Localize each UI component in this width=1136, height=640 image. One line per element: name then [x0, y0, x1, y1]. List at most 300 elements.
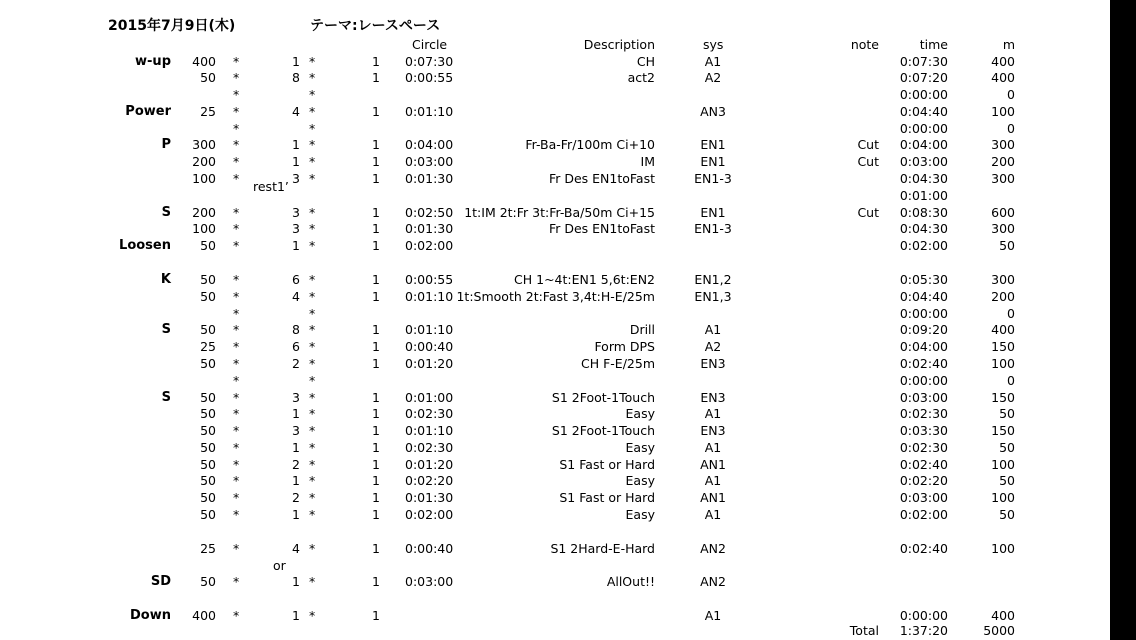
star-b: * — [309, 137, 316, 152]
sys-code: AN1 — [700, 457, 726, 472]
star-a: * — [233, 289, 240, 304]
total-time: 0:04:40 — [899, 289, 948, 304]
star-a: * — [233, 87, 240, 102]
meters: 300 — [991, 272, 1015, 287]
total-time: 0:00:00 — [899, 87, 948, 102]
table-row — [0, 338, 1110, 355]
inline-annotation: or — [273, 558, 286, 573]
sys-code: A1 — [704, 406, 722, 421]
sys-code: EN3 — [700, 423, 726, 438]
description: S1 Fast or Hard — [559, 490, 655, 505]
table-row — [0, 120, 1110, 137]
column-header-time: time — [919, 37, 948, 52]
circle-time: 0:03:00 — [405, 574, 454, 589]
circle-time: 0:02:00 — [405, 507, 454, 522]
circle-time: 0:01:10 — [405, 423, 454, 438]
total-time: 1:37:20 — [899, 623, 948, 638]
table-row — [0, 103, 1110, 120]
star-b: * — [309, 322, 316, 337]
star-a: * — [233, 221, 240, 236]
repeat-count: 1 — [292, 608, 300, 623]
set-count: 1 — [372, 289, 380, 304]
total-time: 0:00:00 — [899, 306, 948, 321]
set-count: 1 — [372, 440, 380, 455]
set-count: 1 — [372, 406, 380, 421]
total-time: 0:00:00 — [899, 608, 948, 623]
table-row — [0, 69, 1110, 86]
repeat-count: 8 — [292, 70, 300, 85]
description: Drill — [629, 322, 655, 337]
row-label: P — [161, 137, 171, 152]
meters: 0 — [1007, 306, 1015, 321]
star-b: * — [309, 490, 316, 505]
meters: 200 — [991, 154, 1015, 169]
star-b: * — [309, 171, 316, 186]
star-b: * — [309, 205, 316, 220]
description: Fr Des EN1toFast — [548, 171, 655, 186]
distance: 100 — [192, 171, 216, 186]
table-row — [0, 472, 1110, 489]
distance: 300 — [192, 137, 216, 152]
note: Cut — [857, 137, 879, 152]
set-count: 1 — [372, 137, 380, 152]
repeat-count: 3 — [292, 221, 300, 236]
distance: 50 — [200, 406, 216, 421]
row-label: Down — [130, 608, 171, 623]
star-b: * — [309, 390, 316, 405]
repeat-count: 4 — [292, 541, 300, 556]
description: AllOut!! — [606, 574, 655, 589]
sys-code: EN3 — [700, 356, 726, 371]
circle-time: 0:07:30 — [405, 54, 454, 69]
description: 1t:IM 2t:Fr 3t:Fr-Ba/50m Ci+15 — [464, 205, 655, 220]
distance: 50 — [200, 272, 216, 287]
description: Easy — [625, 406, 655, 421]
star-b: * — [309, 54, 316, 69]
table-row — [0, 170, 1110, 187]
sys-code: EN1,3 — [694, 289, 732, 304]
set-count: 1 — [372, 541, 380, 556]
description: S1 2Hard-E-Hard — [550, 541, 655, 556]
description: Easy — [625, 507, 655, 522]
circle-time: 0:00:40 — [405, 541, 454, 556]
star-b: * — [309, 574, 316, 589]
star-a: * — [233, 406, 240, 421]
total-time: 0:00:00 — [899, 121, 948, 136]
description: Easy — [625, 473, 655, 488]
star-b: * — [309, 373, 316, 388]
row-label: Loosen — [119, 238, 171, 253]
total-label: Total — [849, 623, 879, 638]
star-b: * — [309, 406, 316, 421]
star-a: * — [233, 373, 240, 388]
circle-time: 0:01:00 — [405, 390, 454, 405]
repeat-count: 1 — [292, 507, 300, 522]
star-b: * — [309, 238, 316, 253]
total-time: 0:04:40 — [899, 104, 948, 119]
repeat-count: 1 — [292, 238, 300, 253]
star-a: * — [233, 272, 240, 287]
set-count: 1 — [372, 171, 380, 186]
repeat-count: 6 — [292, 272, 300, 287]
table-row — [0, 573, 1110, 590]
meters: 50 — [999, 440, 1015, 455]
meters: 150 — [991, 390, 1015, 405]
meters: 0 — [1007, 373, 1015, 388]
total-time: 0:02:20 — [899, 473, 948, 488]
table-row — [0, 557, 1110, 574]
sys-code: AN2 — [700, 541, 726, 556]
note: Cut — [857, 205, 879, 220]
row-label: K — [160, 272, 171, 287]
total-time: 0:07:30 — [899, 54, 948, 69]
circle-time: 0:02:30 — [405, 440, 454, 455]
circle-time: 0:00:55 — [405, 272, 454, 287]
row-label: S — [161, 322, 171, 337]
description: Fr-Ba-Fr/100m Ci+10 — [525, 137, 655, 152]
description: S1 2Foot-1Touch — [551, 423, 655, 438]
star-b: * — [309, 289, 316, 304]
repeat-count: 3 — [292, 205, 300, 220]
table-row — [0, 389, 1110, 406]
repeat-count: 1 — [292, 137, 300, 152]
table-row — [0, 237, 1110, 254]
sys-code: EN1-3 — [694, 171, 732, 186]
meters: 400 — [991, 608, 1015, 623]
star-b: * — [309, 541, 316, 556]
meters: 100 — [991, 356, 1015, 371]
table-row — [0, 489, 1110, 506]
sys-code: EN1 — [700, 137, 726, 152]
repeat-count: 4 — [292, 104, 300, 119]
star-b: * — [309, 306, 316, 321]
repeat-count: 3 — [292, 423, 300, 438]
star-a: * — [233, 356, 240, 371]
star-a: * — [233, 490, 240, 505]
meters: 600 — [991, 205, 1015, 220]
circle-time: 0:02:30 — [405, 406, 454, 421]
distance: 100 — [192, 221, 216, 236]
distance: 400 — [192, 608, 216, 623]
total-time: 0:00:00 — [899, 373, 948, 388]
set-count: 1 — [372, 574, 380, 589]
repeat-count: 1 — [292, 440, 300, 455]
table-row — [0, 179, 1110, 204]
star-a: * — [233, 205, 240, 220]
table-row — [0, 540, 1110, 557]
description: IM — [640, 154, 655, 169]
total-time: 0:02:30 — [899, 440, 948, 455]
set-count: 1 — [372, 322, 380, 337]
set-count: 1 — [372, 238, 380, 253]
total-time: 0:02:30 — [899, 406, 948, 421]
star-a: * — [233, 238, 240, 253]
distance: 50 — [200, 70, 216, 85]
total-time: 0:01:00 — [899, 188, 948, 203]
distance: 200 — [192, 154, 216, 169]
meters: 50 — [999, 507, 1015, 522]
description: 1t:Smooth 2t:Fast 3,4t:H-E/25m — [456, 289, 655, 304]
total-time: 0:02:40 — [899, 541, 948, 556]
total-time: 0:03:00 — [899, 490, 948, 505]
total-time: 0:08:30 — [899, 205, 948, 220]
repeat-count: 1 — [292, 473, 300, 488]
distance: 400 — [192, 54, 216, 69]
sys-code: A1 — [704, 507, 722, 522]
star-a: * — [233, 574, 240, 589]
table-row — [0, 506, 1110, 523]
distance: 50 — [200, 574, 216, 589]
total-time: 0:03:00 — [899, 390, 948, 405]
description: act2 — [627, 70, 655, 85]
total-time: 0:02:00 — [899, 238, 948, 253]
star-b: * — [309, 440, 316, 455]
set-count: 1 — [372, 473, 380, 488]
repeat-count: 3 — [292, 171, 300, 186]
note: Cut — [857, 154, 879, 169]
repeat-count: 4 — [292, 289, 300, 304]
column-header-circle: Circle — [412, 37, 448, 52]
sys-code: EN1 — [700, 205, 726, 220]
description: CH F-E/25m — [581, 356, 655, 371]
total-time: 0:05:30 — [899, 272, 948, 287]
table-row — [0, 422, 1110, 439]
star-b: * — [309, 272, 316, 287]
set-count: 1 — [372, 104, 380, 119]
distance: 50 — [200, 423, 216, 438]
description: Form DPS — [594, 339, 655, 354]
meters: 100 — [991, 490, 1015, 505]
distance: 50 — [200, 322, 216, 337]
circle-time: 0:01:30 — [405, 221, 454, 236]
meters: 0 — [1007, 121, 1015, 136]
description: Easy — [625, 440, 655, 455]
sys-code: EN3 — [700, 390, 726, 405]
circle-time: 0:01:20 — [405, 356, 454, 371]
table-row — [0, 86, 1110, 103]
meters: 100 — [991, 104, 1015, 119]
star-a: * — [233, 154, 240, 169]
row-label: SD — [150, 574, 171, 589]
set-count: 1 — [372, 154, 380, 169]
distance: 50 — [200, 457, 216, 472]
description: Fr Des EN1toFast — [548, 221, 655, 236]
repeat-count: 8 — [292, 322, 300, 337]
table-row — [0, 153, 1110, 170]
meters: 300 — [991, 221, 1015, 236]
circle-time: 0:03:00 — [405, 154, 454, 169]
star-a: * — [233, 171, 240, 186]
set-count: 1 — [372, 339, 380, 354]
star-b: * — [309, 457, 316, 472]
table-row — [0, 405, 1110, 422]
star-b: * — [309, 423, 316, 438]
table-row — [0, 288, 1110, 305]
sys-code: A1 — [704, 608, 722, 623]
set-count: 1 — [372, 490, 380, 505]
description: CH — [636, 54, 655, 69]
star-a: * — [233, 70, 240, 85]
star-b: * — [309, 356, 316, 371]
distance: 50 — [200, 356, 216, 371]
distance: 50 — [200, 440, 216, 455]
sys-code: A1 — [704, 322, 722, 337]
distance: 50 — [200, 473, 216, 488]
repeat-count: 1 — [292, 406, 300, 421]
star-b: * — [309, 608, 316, 623]
meters: 300 — [991, 171, 1015, 186]
table-row — [0, 372, 1110, 389]
table-row — [0, 355, 1110, 372]
distance: 50 — [200, 490, 216, 505]
star-a: * — [233, 608, 240, 623]
star-a: * — [233, 322, 240, 337]
star-a: * — [233, 339, 240, 354]
repeat-count: 6 — [292, 339, 300, 354]
sys-code: EN1,2 — [694, 272, 732, 287]
repeat-count: 1 — [292, 54, 300, 69]
star-a: * — [233, 54, 240, 69]
table-row — [0, 305, 1110, 322]
distance: 25 — [200, 339, 216, 354]
row-label: w-up — [135, 54, 171, 69]
star-b: * — [309, 121, 316, 136]
distance: 200 — [192, 205, 216, 220]
table-row — [0, 439, 1110, 456]
star-a: * — [233, 440, 240, 455]
total-time: 0:02:40 — [899, 356, 948, 371]
total-time: 0:04:00 — [899, 137, 948, 152]
row-label: S — [161, 390, 171, 405]
total-time: 0:04:30 — [899, 221, 948, 236]
set-count: 1 — [372, 423, 380, 438]
star-a: * — [233, 507, 240, 522]
column-header-m: m — [1002, 37, 1015, 52]
star-b: * — [309, 104, 316, 119]
circle-time: 0:01:30 — [405, 490, 454, 505]
total-time: 0:04:30 — [899, 171, 948, 186]
repeat-count: 1 — [292, 574, 300, 589]
circle-time: 0:01:10 — [405, 289, 454, 304]
total-time: 0:02:00 — [899, 507, 948, 522]
star-a: * — [233, 137, 240, 152]
description: S1 Fast or Hard — [559, 457, 655, 472]
table-row — [0, 456, 1110, 473]
description: S1 2Foot-1Touch — [551, 390, 655, 405]
star-b: * — [309, 473, 316, 488]
circle-time: 0:00:40 — [405, 339, 454, 354]
meters: 150 — [991, 423, 1015, 438]
set-count: 1 — [372, 507, 380, 522]
circle-time: 0:02:50 — [405, 205, 454, 220]
circle-time: 0:01:30 — [405, 171, 454, 186]
distance: 50 — [200, 289, 216, 304]
circle-time: 0:01:20 — [405, 457, 454, 472]
description: CH 1~4t:EN1 5,6t:EN2 — [514, 272, 655, 287]
star-a: * — [233, 457, 240, 472]
sys-code: A2 — [704, 339, 722, 354]
theme-heading: テーマ:レースペース — [310, 18, 441, 34]
star-a: * — [233, 306, 240, 321]
star-a: * — [233, 541, 240, 556]
table-row — [0, 204, 1110, 221]
repeat-count: 3 — [292, 390, 300, 405]
table-row — [0, 271, 1110, 288]
circle-time: 0:02:00 — [405, 238, 454, 253]
sys-code: A1 — [704, 440, 722, 455]
circle-time: 0:01:10 — [405, 104, 454, 119]
meters: 100 — [991, 457, 1015, 472]
star-b: * — [309, 221, 316, 236]
table-row — [0, 321, 1110, 338]
table-row — [0, 53, 1110, 70]
set-count: 1 — [372, 70, 380, 85]
set-count: 1 — [372, 457, 380, 472]
sys-code: EN1-3 — [694, 221, 732, 236]
meters: 200 — [991, 289, 1015, 304]
table-row — [0, 220, 1110, 237]
set-count: 1 — [372, 356, 380, 371]
inline-annotation: rest1’ — [253, 179, 289, 194]
distance: 50 — [200, 238, 216, 253]
sys-code: A1 — [704, 54, 722, 69]
repeat-count: 2 — [292, 457, 300, 472]
star-b: * — [309, 339, 316, 354]
repeat-count: 2 — [292, 490, 300, 505]
distance: 50 — [200, 507, 216, 522]
meters: 400 — [991, 54, 1015, 69]
set-count: 1 — [372, 608, 380, 623]
column-header-note: note — [850, 37, 879, 52]
sys-code: AN3 — [700, 104, 726, 119]
set-count: 1 — [372, 272, 380, 287]
star-b: * — [309, 87, 316, 102]
table-row — [0, 136, 1110, 153]
meters: 150 — [991, 339, 1015, 354]
sys-code: AN2 — [700, 574, 726, 589]
meters: 50 — [999, 238, 1015, 253]
distance: 50 — [200, 390, 216, 405]
sys-code: AN1 — [700, 490, 726, 505]
total-time: 0:03:30 — [899, 423, 948, 438]
meters: 50 — [999, 406, 1015, 421]
row-label: Power — [125, 104, 171, 119]
meters: 0 — [1007, 87, 1015, 102]
total-time: 0:09:20 — [899, 322, 948, 337]
distance: 25 — [200, 104, 216, 119]
sys-code: EN1 — [700, 154, 726, 169]
set-count: 1 — [372, 390, 380, 405]
row-label: S — [161, 205, 171, 220]
total-time: 0:07:20 — [899, 70, 948, 85]
star-b: * — [309, 507, 316, 522]
repeat-count: 2 — [292, 356, 300, 371]
sys-code: A2 — [704, 70, 722, 85]
meters: 100 — [991, 541, 1015, 556]
column-header-description: Description — [583, 37, 655, 52]
star-a: * — [233, 390, 240, 405]
total-time: 0:03:00 — [899, 154, 948, 169]
repeat-count: 1 — [292, 154, 300, 169]
star-a: * — [233, 473, 240, 488]
column-header-sys: sys — [703, 37, 724, 52]
star-b: * — [309, 70, 316, 85]
distance: 25 — [200, 541, 216, 556]
total-time: 0:02:40 — [899, 457, 948, 472]
circle-time: 0:04:00 — [405, 137, 454, 152]
date-heading: 2015年7月9日(木) — [108, 18, 236, 34]
meters: 300 — [991, 137, 1015, 152]
